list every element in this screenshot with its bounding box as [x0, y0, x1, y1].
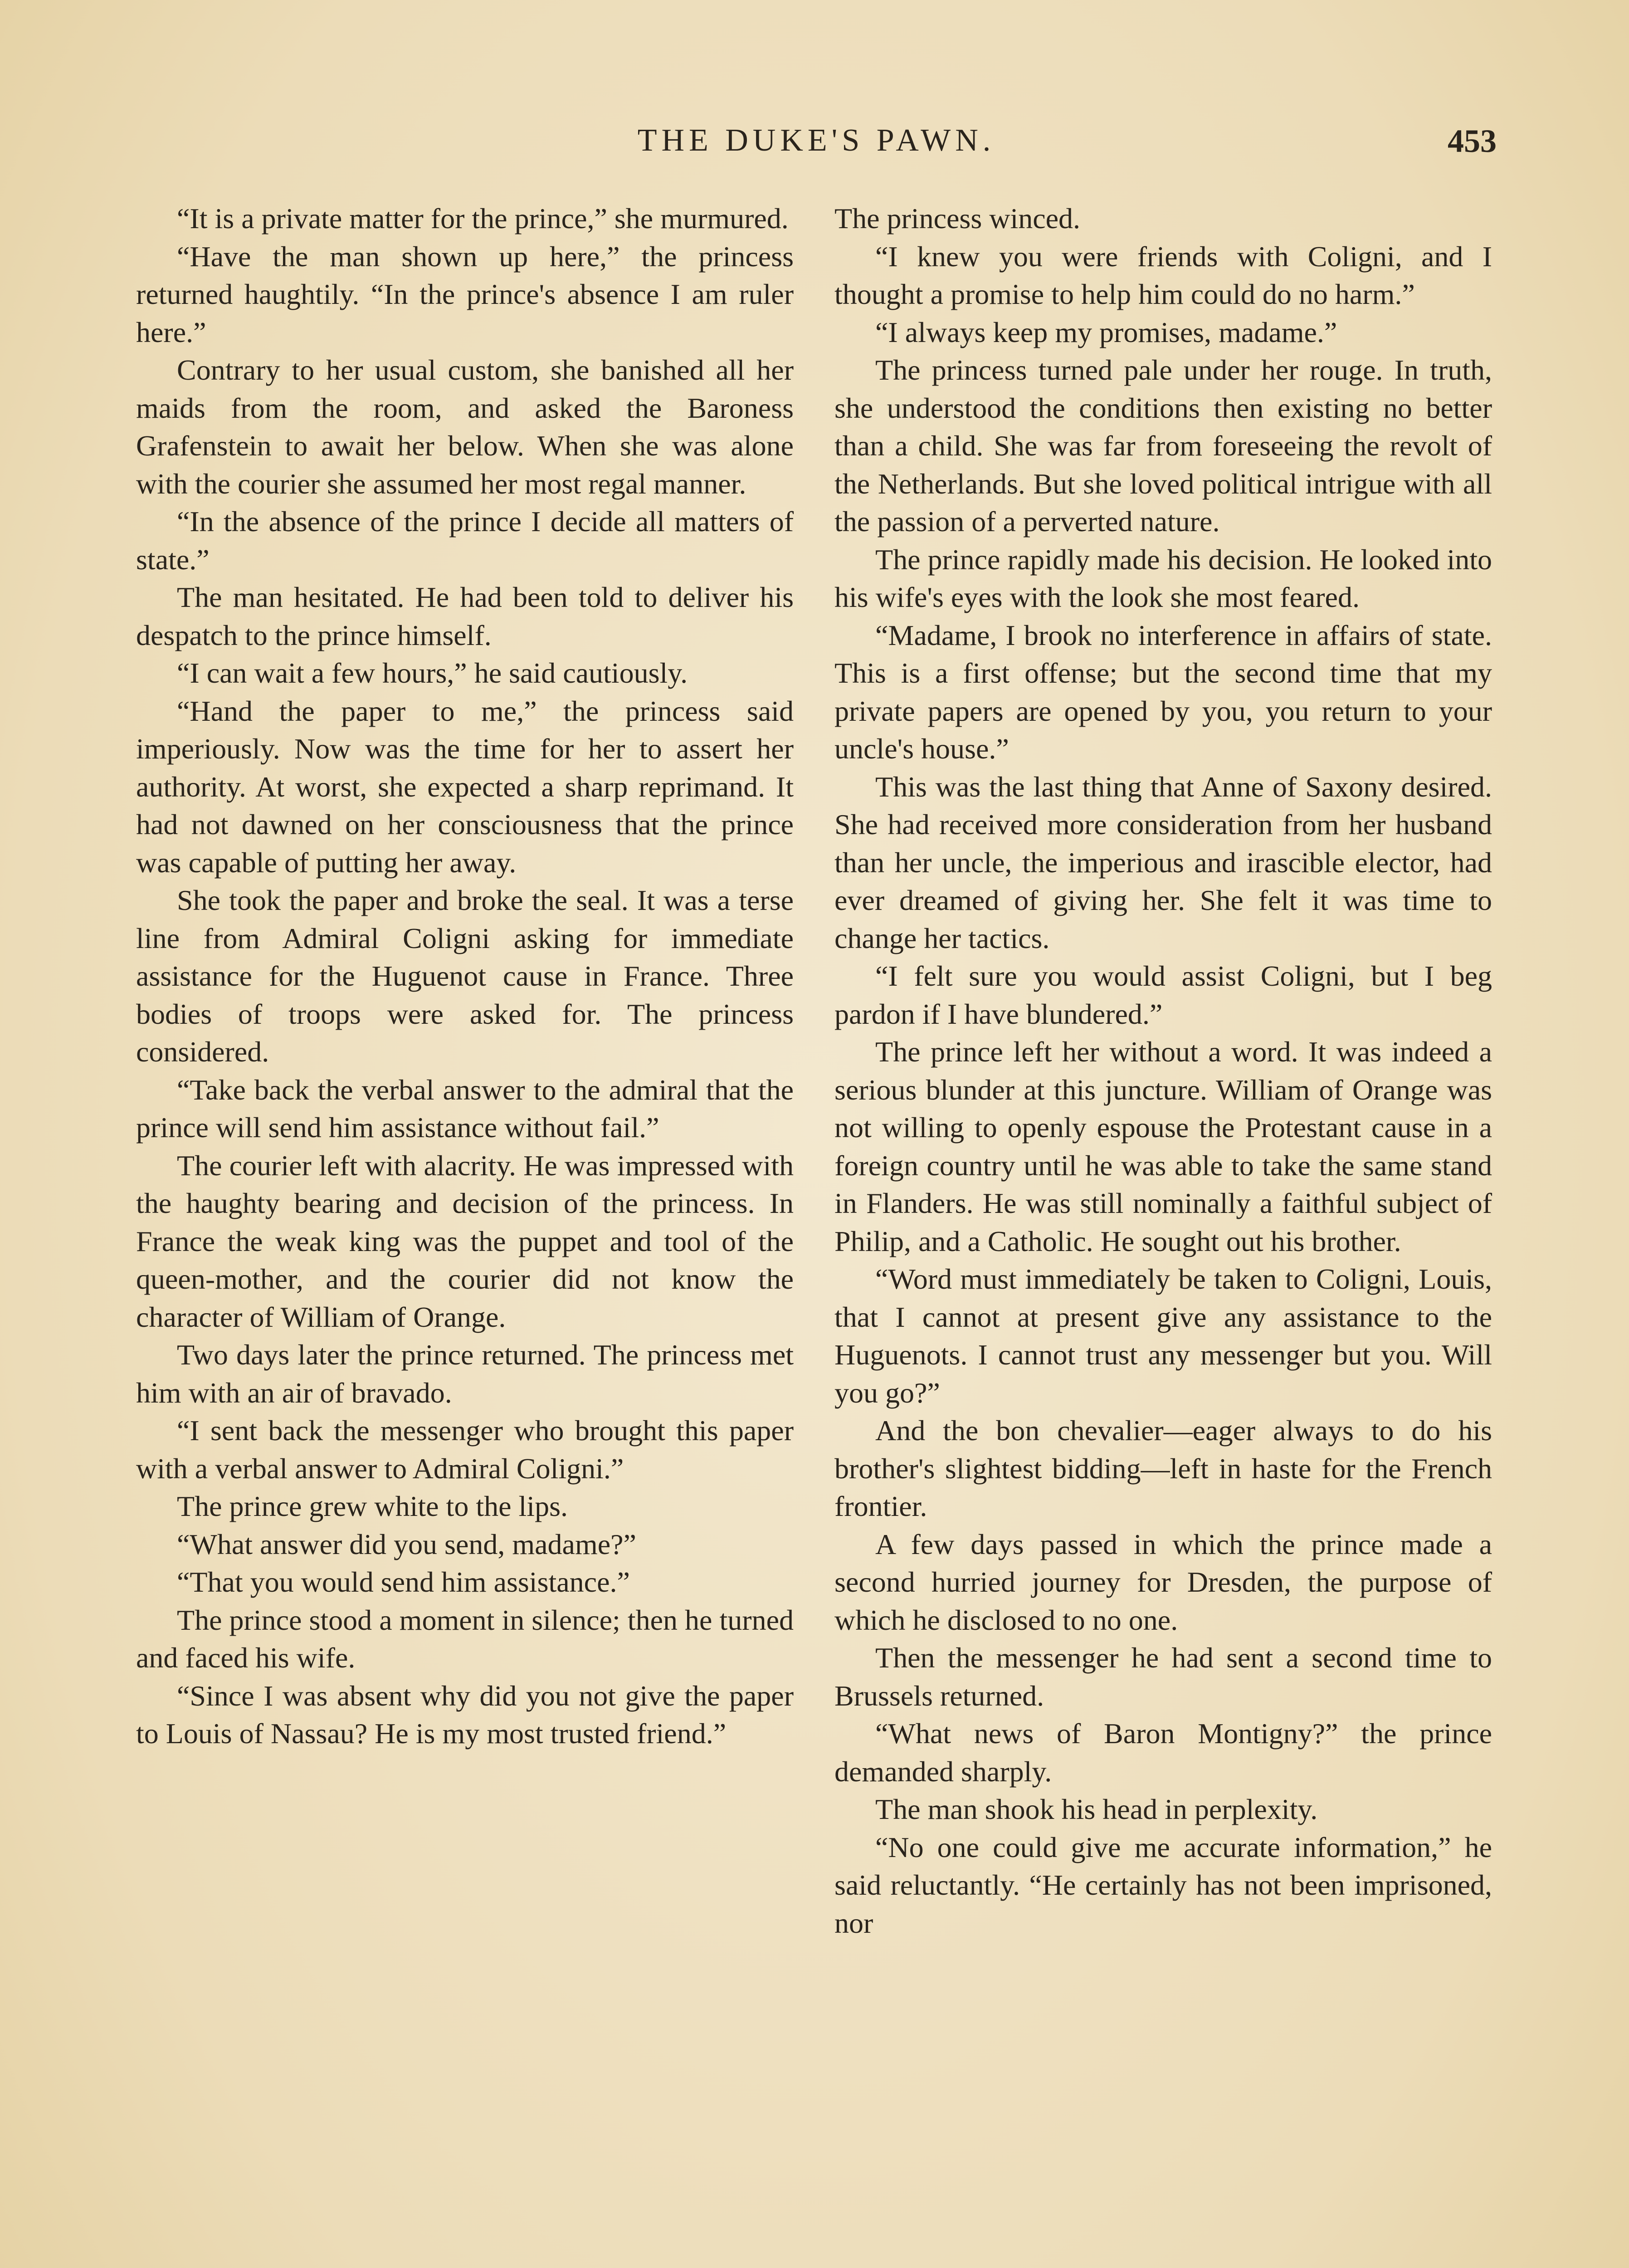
- paragraph: The man shook his head in perplexity.: [875, 1793, 1318, 1825]
- page-header: [136, 122, 1497, 172]
- left-column: [136, 200, 794, 1753]
- paragraph: “Word must immediately be taken to Coligni, Louis, that I cannot at present give any assistance to the Huguenots. I cannot trust any messenger but you. Will you go?”: [834, 1263, 1492, 1409]
- paragraph: She took the paper and broke the seal. It was a terse line from Admiral Coligni asking for immediate assistance for the Huguenot cause in France. Three bodies of troops were asked for. The princess considered.: [136, 884, 794, 1068]
- paragraph: “Since I was absent why did you not give the paper to Louis of Nassau? He is my most trusted friend.”: [136, 1679, 794, 1750]
- paragraph: This was the last thing that Anne of Saxony desired. She had received more consideration from her husband than her uncle, the imperious and irascible elector, had ever dreamed of giving her. She felt it was time to change her tactics.: [834, 770, 1492, 954]
- paragraph: “What answer did you send, madame?”: [177, 1528, 636, 1560]
- page-number: 453: [1448, 123, 1497, 159]
- paragraph: Two days later the prince returned. The princess met him with an air of bravado.: [136, 1339, 794, 1409]
- paragraph: The prince stood a moment in silence; then he turned and faced his wife.: [136, 1603, 794, 1674]
- paragraph: The prince left her without a word. It was indeed a serious blunder at this juncture. William of Orange was not willing to openly espouse the Protestant cause in a foreign country until he was able to take the same stand in Flanders. He was still nominally a faithful subject of Philip, and a Catholic. He sought out his brother.: [834, 1036, 1492, 1257]
- paragraph: The princess winced.: [834, 202, 1081, 235]
- paragraph: The courier left with alacrity. He was impressed with the haughty bearing and decision of the princess. In France the weak king was the puppet and tool of the queen-mother, and the courier did not know the character of William of Orange.: [136, 1149, 794, 1333]
- paragraph: Then the messenger he had sent a second time to Brussels returned.: [834, 1642, 1492, 1712]
- paragraph: “Take back the verbal answer to the admiral that the prince will send him assistance without fail.”: [136, 1073, 794, 1144]
- paragraph: The prince grew white to the lips.: [177, 1490, 568, 1522]
- paragraph: “I felt sure you would assist Coligni, but I beg pardon if I have blundered.”: [834, 960, 1492, 1030]
- right-column: [834, 200, 1492, 1942]
- paragraph: “Hand the paper to me,” the princess said imperiously. Now was the time for her to assert her authority. At worst, she expected a sharp reprimand. It had not dawned on her consciousness that the prince was capable of putting her away.: [136, 694, 794, 879]
- paragraph: “I knew you were friends with Coligni, and I thought a promise to help him could do no harm.”: [834, 240, 1492, 310]
- paragraph: “Madame, I brook no interference in affairs of state. This is a first offense; but the second time that my private papers are opened by you, you return to your uncle's house.”: [834, 619, 1492, 765]
- paragraph: The princess turned pale under her rouge. In truth, she understood the conditions then existing no better than a child. She was far from foreseeing the revolt of the Netherlands. But she loved political intrigue with all the passion of a perverted nature.: [834, 354, 1492, 538]
- paragraph: “That you would send him assistance.”: [177, 1566, 630, 1598]
- paragraph: “Have the man shown up here,” the princess returned haughtily. “In the prince's absence I am ruler here.”: [136, 240, 794, 348]
- paragraph: “No one could give me accurate information,” he said reluctantly. “He certainly has not been imprisoned, nor: [834, 1831, 1492, 1939]
- paragraph: “In the absence of the prince I decide all matters of state.”: [136, 505, 794, 576]
- paragraph: “I can wait a few hours,” he said cautiously.: [177, 657, 688, 689]
- paragraph: “What news of Baron Montigny?” the prince demanded sharply.: [834, 1717, 1492, 1788]
- paragraph: The man hesitated. He had been told to deliver his despatch to the prince himself.: [136, 581, 794, 651]
- running-title: THE DUKE'S PAWN.: [637, 123, 995, 158]
- paragraph: And the bon chevalier—eager always to do his brother's slightest bidding—left in haste for the French frontier.: [834, 1414, 1492, 1522]
- paragraph: The prince rapidly made his decision. He looked into his wife's eyes with the look she most feared.: [834, 543, 1492, 613]
- paragraph: A few days passed in which the prince made a second hurried journey for Dresden, the purpose of which he disclosed to no one.: [834, 1528, 1492, 1636]
- paragraph: “I always keep my promises, madame.”: [875, 316, 1337, 348]
- paragraph: “I sent back the messenger who brought this paper with a verbal answer to Admiral Coligni.”: [136, 1414, 794, 1485]
- paragraph: “It is a private matter for the prince,” she murmured.: [177, 202, 789, 235]
- paragraph: Contrary to her usual custom, she banished all her maids from the room, and asked the Baroness Grafenstein to await her below. When she was alone with the courier she assumed her most regal manner.: [136, 354, 794, 500]
